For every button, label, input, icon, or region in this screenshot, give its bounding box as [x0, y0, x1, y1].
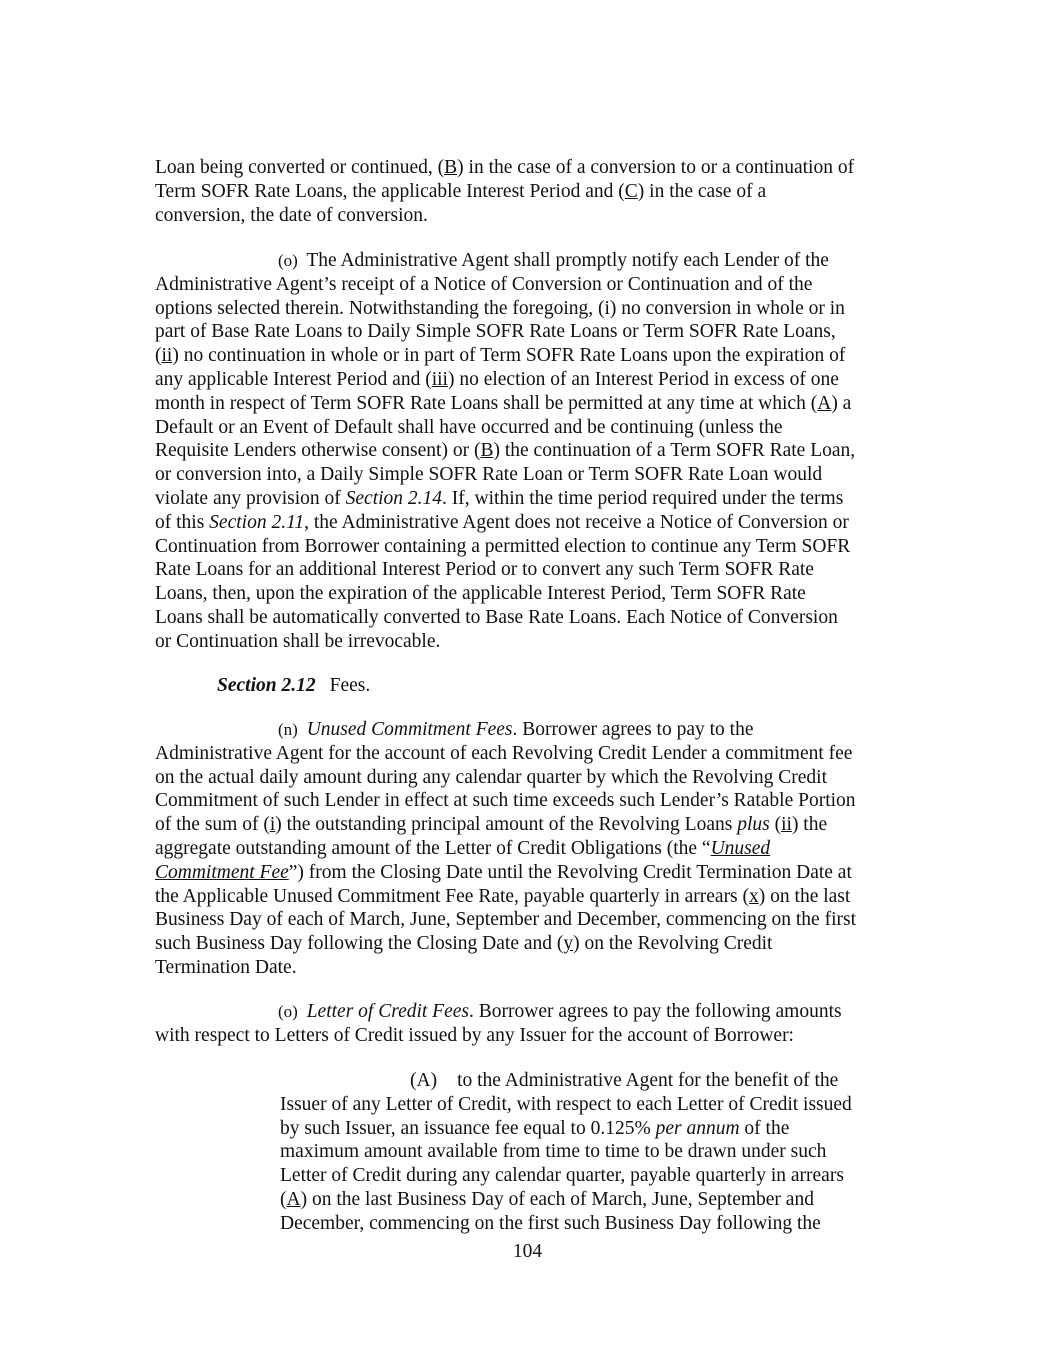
- text-line: Continuation from Borrower containing a permitted election to continue any Term SOFR: [155, 535, 851, 557]
- text-line: Administrative Agent for the account of each Revolving Credit Lender a commitment fee: [155, 742, 853, 764]
- text-line: Commitment Fee”) from the Closing Date until the Revolving Credit Termination Date at: [155, 861, 852, 883]
- paragraph-intro: [155, 156, 910, 227]
- text-line: Loan being converted or continued, (B) in the case of a conversion to or a continuation of: [155, 157, 855, 178]
- text-line: Business Day of each of March, June, September and December, commencing on the first: [155, 909, 857, 931]
- section-reference: Section 2.11: [209, 511, 305, 533]
- section-reference: Section 2.14: [345, 487, 443, 509]
- text-line: December, commencing on the first such Business Day following the: [280, 1212, 821, 1234]
- text-line: of the sum of (i) the outstanding principal amount of the Revolving Loans plus (ii) the: [155, 814, 828, 836]
- text-line: (ii) no continuation in whole or in part of Term SOFR Rate Loans upon the expiration of: [155, 345, 846, 367]
- text-line: with respect to Letters of Credit issued by any Issuer for the account of Borrower:: [155, 1024, 794, 1046]
- text-line: part of Base Rate Loans to Daily Simple SOFR Rate Loans or Term SOFR Rate Loans,: [155, 321, 836, 343]
- text-line: Term SOFR Rate Loans, the applicable Interest Period and (C) in the case of a: [155, 180, 767, 202]
- text-line: Default or an Event of Default shall have occurred and be continuing (unless the: [155, 416, 783, 438]
- text-line: (A) on the last Business Day of each of March, June, September and: [280, 1188, 814, 1210]
- text-line: Administrative Agent’s receipt of a Notice of Conversion or Continuation and of the: [155, 273, 813, 295]
- text-line: the Applicable Unused Commitment Fee Rate, payable quarterly in arrears (x) on the last: [155, 885, 851, 907]
- paragraph-o-letter-of-credit-fees: [155, 1000, 910, 1048]
- text-line: Issuer of any Letter of Credit, with respect to each Letter of Credit issued: [280, 1093, 852, 1115]
- section-heading: [217, 674, 370, 698]
- text-line: on the actual daily amount during any calendar quarter by which the Revolving Credit: [155, 766, 828, 788]
- text-line: Commitment of such Lender in effect at such time exceeds such Lender’s Ratable Portion: [155, 790, 856, 812]
- text-line: or conversion into, a Daily Simple SOFR Rate Loan or Term SOFR Rate Loan would: [155, 464, 823, 486]
- text-line: maximum amount available from time to time to be drawn under such: [280, 1141, 827, 1163]
- text-line: Letter of Credit during any calendar quarter, payable quarterly in arrears: [280, 1165, 844, 1187]
- text-line: Rate Loans for an additional Interest Period or to convert any such Term SOFR Rate: [155, 559, 814, 581]
- paragraph-label: (o): [278, 251, 298, 270]
- text-line: month in respect of Term SOFR Rate Loans shall be permitted at any time at which (A) a: [155, 392, 852, 414]
- text-line: Loans, then, upon the expiration of the applicable Interest Period, Term SOFR Rate: [155, 583, 806, 605]
- text-line: options selected therein. Notwithstanding the foregoing, (i) no conversion in whole or in: [155, 297, 845, 319]
- paragraph-o-conversion: [155, 249, 910, 654]
- text-line: by such Issuer, an issuance fee equal to 0.125% per annum of the: [280, 1117, 790, 1139]
- paragraph-label: (n): [278, 720, 298, 739]
- text-line: Termination Date.: [155, 956, 297, 978]
- text-line: conversion, the date of conversion.: [155, 204, 428, 226]
- text-line: Requisite Lenders otherwise consent) or (B) the continuation of a Term SOFR Rate Loan,: [155, 440, 856, 462]
- text-line: such Business Day following the Closing Date and (y) on the Revolving Credit: [155, 933, 773, 955]
- text-line: (n) Unused Commitment Fees. Borrower agrees to pay to the: [278, 719, 754, 740]
- text-line: any applicable Interest Period and (iii) no election of an Interest Period in excess of one: [155, 368, 839, 390]
- subparagraph-A: [280, 1069, 920, 1236]
- text-line: (o) Letter of Credit Fees. Borrower agrees to pay the following amounts: [278, 1001, 842, 1022]
- page-number: 104: [512, 1241, 543, 1262]
- defined-term: Commitment Fee: [155, 861, 289, 883]
- paragraph-n-unused-commitment-fees: [155, 718, 910, 980]
- paragraph-heading: Letter of Credit Fees: [306, 1001, 469, 1022]
- text-line: violate any provision of Section 2.14. If, within the time period required under the terms: [155, 487, 844, 509]
- text-line: Loans shall be automatically converted to Base Rate Loans. Each Notice of Conversion: [155, 606, 838, 628]
- text-line: aggregate outstanding amount of the Letter of Credit Obligations (the “Unused: [155, 837, 771, 859]
- defined-term: Unused: [710, 837, 771, 859]
- section-number: Section 2.12: [217, 675, 316, 696]
- text-line: (o) The Administrative Agent shall promptly notify each Lender of the: [278, 250, 829, 271]
- text-line: (A) to the Administrative Agent for the benefit of the: [410, 1070, 839, 1091]
- paragraph-heading: Unused Commitment Fees: [306, 719, 513, 740]
- text-line: of this Section 2.11, the Administrative Agent does not receive a Notice of Conversion or: [155, 511, 849, 533]
- section-title: Fees.: [329, 675, 371, 696]
- text-line: or Continuation shall be irrevocable.: [155, 630, 441, 652]
- paragraph-label: (o): [278, 1002, 298, 1021]
- subparagraph-label: (A): [410, 1070, 438, 1091]
